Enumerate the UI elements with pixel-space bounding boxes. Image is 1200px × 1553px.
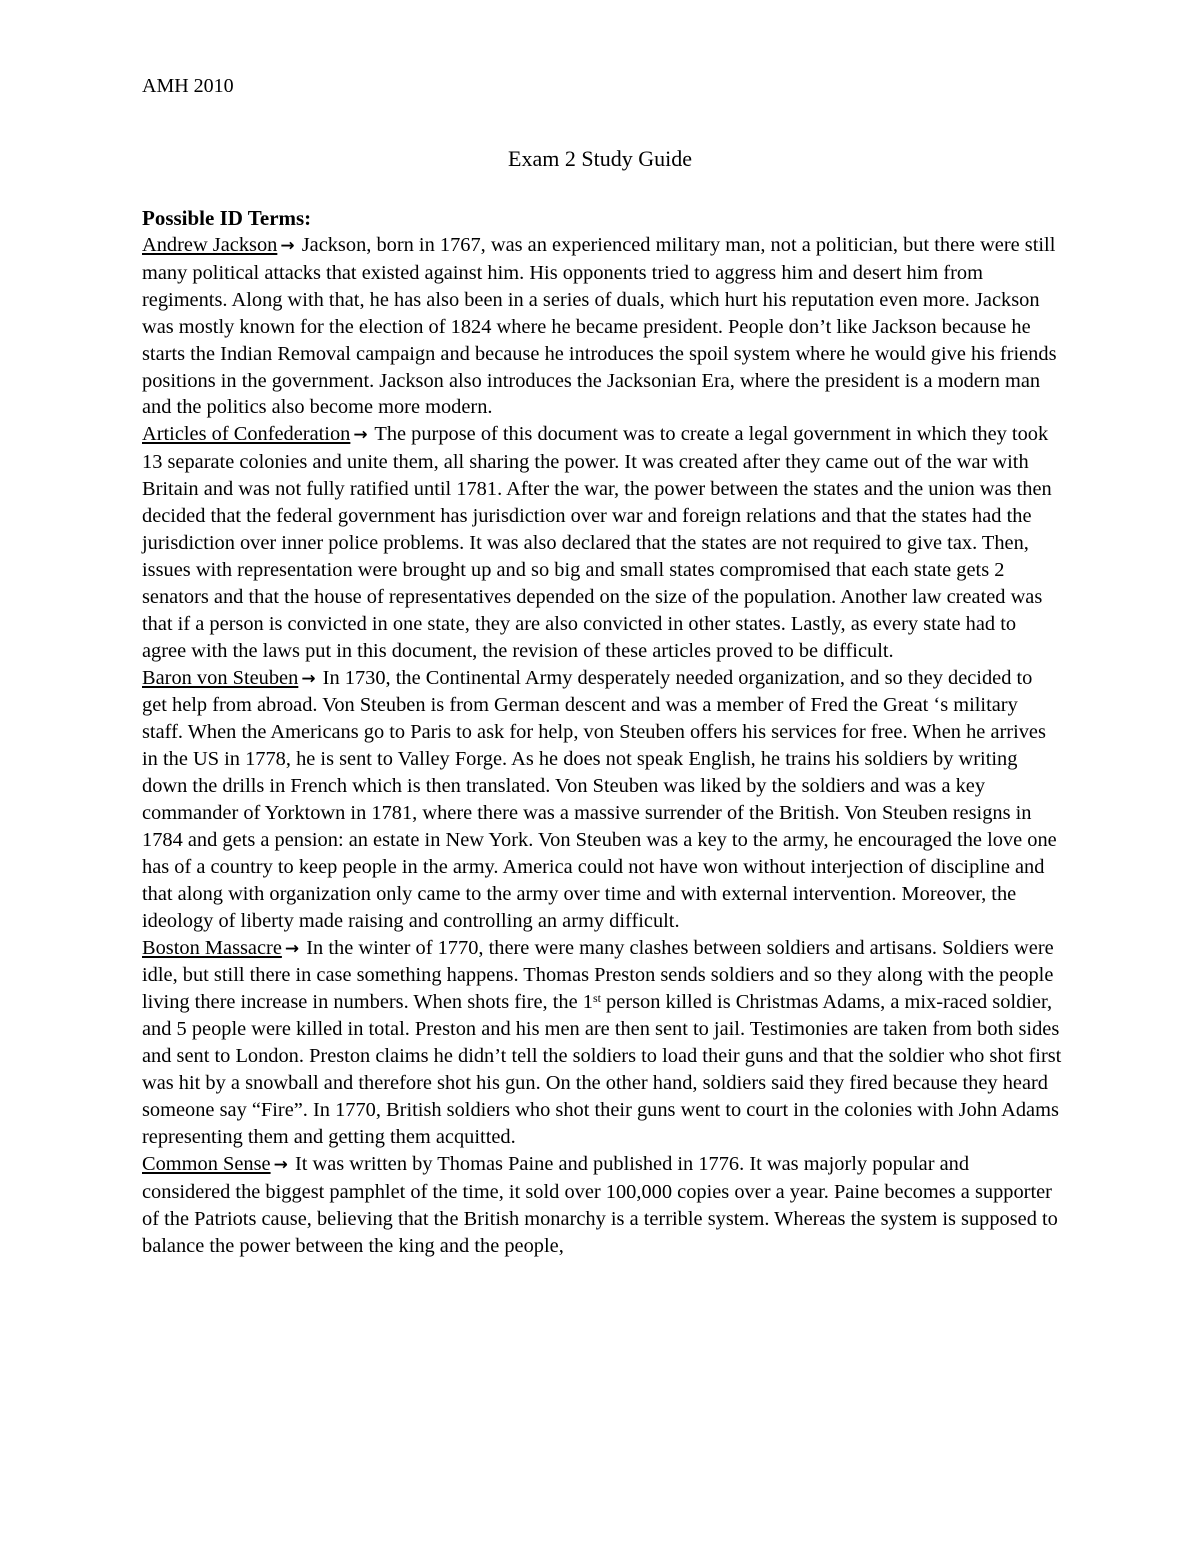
entry-text: It was written by Thomas Paine and published in 1776. It was majorly popular and considered the biggest pamphlet of the time, it sold over 100,000 copies over a year. Paine becomes a supporter of the Patriots cause, believing that the British monarchy is a terrible system. Whereas the system is supposed to balance the power between the king and the people,: [142, 1152, 1058, 1257]
term-common-sense: Common Sense: [142, 1152, 271, 1175]
entry-text: In the winter of 1770, there were many clashes between soldiers and artisans. Soldiers were idle, but still there in case something happens. Thomas Preston sends soldiers and so they along with the people living there increase in numbers. When shots fire, the 1: [142, 936, 1054, 1014]
course-code: AMH 2010: [142, 75, 234, 97]
term-baron-von-steuben: Baron von Steuben: [142, 666, 299, 689]
ordinal-suffix: st: [592, 991, 601, 1006]
entry-text: The purpose of this document was to create a legal government in which they took 13 separate colonies and unite them, all sharing the power. It was created after they came out of the war with Britain and was not fully ratified until 1781. After the war, the power between the states and the union was then decided that the federal government has jurisdiction over war and foreign relations and that the states had the jurisdiction over inner police problems. It was also declared that the states are not required to give tax. Then, issues with representation were brought up and so big and small states compromised that each state gets 2 senators and that the house of representatives depended on the size of the population. Another law created was that if a person is convicted in one state, they are also convicted in other states. Lastly, as every state had to agree with the laws put in this document, the revision of these articles proved to be difficult.: [142, 423, 1052, 662]
term-boston-massacre: Boston Massacre: [142, 936, 282, 959]
entry-text: In 1730, the Continental Army desperately needed organization, and so they decided to get help from abroad. Von Steuben is from German descent and was a member of Fred the Great ‘s military staff. When the Americans go to Paris to ask for help, von Steuben offers his services for free. When he arrives in the US in 1778, he is sent to Valley Forge. As he does not speak English, he trains his soldiers by writing down the drills in French which is then translated. Von Steuben was liked by the soldiers and was a key commander of Yorktown in 1781, where there was a massive surrender of the British. Von Steuben resigns in 1784 and gets a pension: an estate in New York. Von Steuben was a key to the army, he encouraged the love one has of a country to keep people in the army. America could not have won without interjection of discipline and that along with organization only came to the army over time and with external intervention. Moreover, the ideology of liberty made raising and controlling an army difficult.: [142, 666, 1057, 932]
right-arrow-icon: →: [301, 668, 316, 689]
right-arrow-icon: →: [353, 425, 368, 446]
term-articles-of-confederation: Articles of Confederation: [142, 423, 351, 446]
entry-articles-of-confederation: [142, 421, 1062, 664]
entry-baron-von-steuben: [142, 665, 1062, 935]
entry-text-continued: person killed is Christmas Adams, a mix-raced soldier, and 5 people were killed in total. Preston and his men are then sent to jail. Testimonies are taken from both sides and sent to London. Preston claims he didn’t tell the soldiers to load their guns and that the soldier who shot first was hit by a snowball and therefore shot his gun. On the other hand, soldiers said they fired because they heard someone say “Fire”. In 1770, British soldiers who shot their guns went to court in the colonies with John Adams representing them and getting them acquitted.: [142, 991, 1062, 1148]
entry-text: Jackson, born in 1767, was an experienced military man, not a politician, but there were still many political attacks that existed against him. His opponents tried to aggress him and desert him from regiments. Along with that, he has also been in a series of duals, which hurt his reputation even more. Jackson was mostly known for the election of 1824 where he became president. People don’t like Jackson because he starts the Indian Removal campaign and because he introduces the spoil system where he would give his friends positions in the government. Jackson also introduces the Jacksonian Era, where the president is a modern man and the politics also become more modern.: [142, 234, 1057, 419]
right-arrow-icon: →: [273, 1154, 288, 1175]
right-arrow-icon: →: [284, 938, 300, 959]
section-heading: Possible ID Terms:: [142, 206, 312, 230]
entry-common-sense: [142, 1151, 1062, 1260]
entry-andrew-jackson: [142, 232, 1062, 421]
document-title: Exam 2 Study Guide: [508, 146, 692, 171]
term-andrew-jackson: Andrew Jackson: [142, 234, 278, 256]
document-body: [142, 204, 1062, 1259]
right-arrow-icon: →: [280, 236, 295, 256]
entry-boston-massacre: [142, 935, 1062, 1151]
